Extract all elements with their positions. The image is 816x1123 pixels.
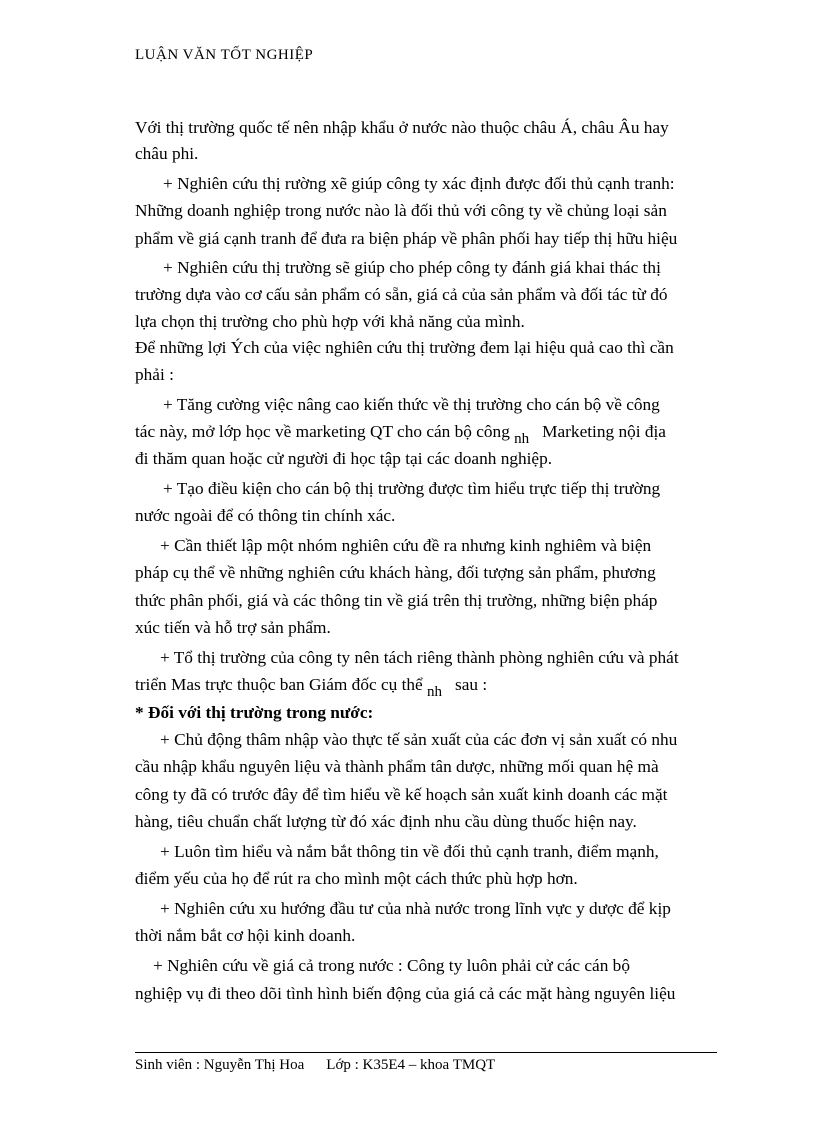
text-line: + Nghiên cứu thị trường sẽ giúp cho phép công ty đánh giá khai thác thị	[163, 258, 661, 277]
text-line: trường dựa vào cơ cấu sản phẩm có sẵn, giá cả của sản phẩm và đối tác từ đó	[135, 285, 668, 304]
text-line: lựa chọn thị trường cho phù hợp với khả năng của mình.	[135, 312, 525, 331]
text-line: + Tạo điều kiện cho cán bộ thị trường được tìm hiểu trực tiếp thị trường	[163, 479, 661, 498]
text-line: + Tổ thị trường của công ty nên tách riêng thành phòng nghiên cứu và phát	[160, 648, 679, 667]
text-line: thức phân phối, giá và các thông tin về giá trên thị trường, những biện pháp	[135, 591, 658, 610]
text-line: công ty đã có trước đây để tìm hiểu về kế hoạch sản xuất kinh doanh các mặt	[135, 785, 668, 804]
text-line: xúc tiến và hỗ trợ sản phẩm.	[135, 618, 331, 637]
text-line: Những doanh nghiệp trong nước nào là đối thủ với công ty về chủng loại sản	[135, 201, 667, 220]
text-line: phẩm về giá cạnh tranh để đưa ra biện pháp về phân phối hay tiếp thị hữu hiệu	[135, 229, 678, 248]
text-line: nghiệp vụ đi theo dõi tình hình biến động của giá cả các mặt hàng nguyên liệu	[135, 984, 676, 1003]
text-line: điểm yếu của họ để rút ra cho mình một cách thức phù hợp hơn.	[135, 869, 578, 888]
page-header-title: LUẬN VĂN TỐT NGHIỆP	[135, 47, 314, 63]
text-line: pháp cụ thể về những nghiên cứu khách hàng, đối tượng sản phẩm, phương	[135, 563, 656, 582]
text-line: đi thăm quan hoặc cử người đi học tập tại các doanh nghiệp.	[135, 449, 553, 468]
text-line: + Luôn tìm hiểu và nắm bắt thông tin về đối thủ cạnh tranh, điểm mạnh,	[160, 842, 659, 861]
text-line: hàng, tiêu chuẩn chất lượng từ đó xác định nhu cầu dùng thuốc hiện nay.	[135, 812, 637, 831]
text-line: cầu nhập khẩu nguyên liệu và thành phẩm tân dược, những mối quan hệ mà	[135, 757, 659, 776]
footer-class: Lớp : K35E4 – khoa TMQT	[326, 1057, 496, 1073]
text-line: + Nghiên cứu về giá cả trong nước : Công ty luôn phải cử các cán bộ	[153, 956, 630, 975]
text-run: sau :	[455, 675, 488, 694]
text-line: Để những lợi Ých của việc nghiên cứu thị trường đem lại hiệu quả cao thì cần	[135, 338, 674, 357]
text-line: + Nghiên cứu thị rường xẽ giúp công ty xác định được đối thủ cạnh tranh:	[163, 174, 675, 193]
text-run: Marketing nội địa	[542, 422, 666, 441]
footer-student: Sinh viên : Nguyễn Thị Hoa	[135, 1057, 305, 1073]
text-line: + Nghiên cứu xu hướng đầu tư của nhà nước trong lĩnh vực y dược để kịp	[160, 899, 671, 918]
text-line	[135, 674, 488, 700]
text-line: + Cần thiết lập một nhóm nghiên cứu đề ra nhưng kinh nghiêm và biện	[160, 536, 652, 555]
text-line: nước ngoài để có thông tin chính xác.	[135, 506, 396, 525]
text-line: + Chủ động thâm nhập vào thực tế sản xuất của các đơn vị sản xuất có nhu	[160, 730, 678, 749]
text-line: + Tăng cường việc nâng cao kiến thức về thị trường cho cán bộ về công	[163, 395, 660, 414]
section-heading: * Đối với thị trường trong nước:	[135, 703, 374, 722]
text-line: phải :	[135, 365, 174, 384]
text-line	[135, 421, 666, 447]
subscript-mark: nh	[514, 431, 530, 447]
text-run: tác này, mở lớp học về marketing QT cho cán bộ công	[135, 422, 510, 441]
subscript-mark: nh	[427, 684, 443, 700]
text-line: châu phi.	[135, 144, 199, 163]
footer-divider	[135, 1052, 717, 1053]
text-line: Với thị trường quốc tế nên nhập khẩu ở nước nào thuộc châu Á, châu Âu hay	[135, 118, 669, 137]
page-footer	[135, 1057, 495, 1074]
text-run: triển Mas trực thuộc ban Giám đốc cụ thể	[135, 675, 423, 694]
text-line: thời nắm bắt cơ hội kinh doanh.	[135, 926, 356, 945]
